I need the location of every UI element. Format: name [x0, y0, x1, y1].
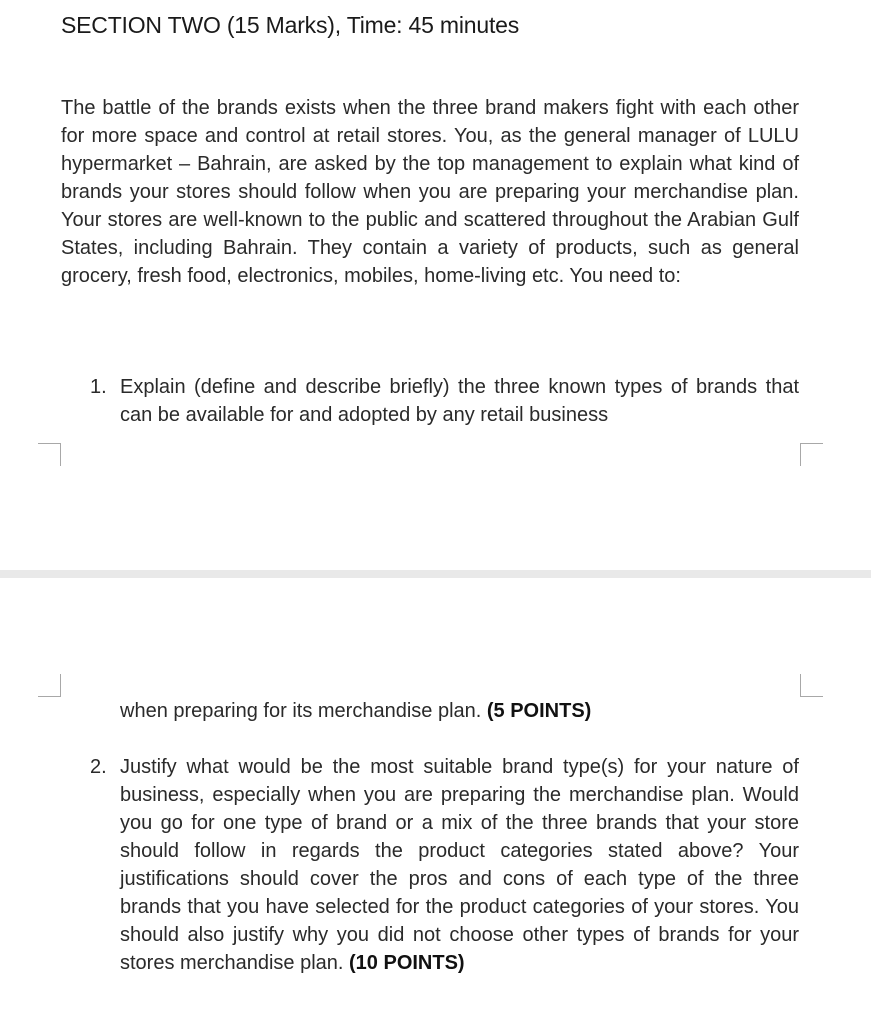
question-2-number: 2.	[90, 756, 107, 778]
question-1-points: (5 POINTS)	[486, 700, 592, 722]
page-corner-mark-top-right	[800, 674, 823, 697]
question-1	[90, 373, 799, 429]
question-1-text-page1: Explain (define and describe briefly) the three known types of brands that can be available for and adopted by any retail business	[120, 376, 799, 426]
question-1-continuation	[120, 697, 799, 725]
question-2-points: (10 POINTS)	[349, 952, 465, 974]
intro-paragraph: The battle of the brands exists when the three brand makers fight with each other for more space and control at retail stores. You, as the general manager of LULU hypermarket – Bahrain, are asked by the top management to explain what kind of brands your stores should follow when you are preparing your merchandise plan. Your stores are well-known to the public and scattered throughout the Arabian Gulf States, including Bahrain. They contain a variety of products, such as general grocery, fresh food, electronics, mobiles, home-living etc. You need to:	[61, 97, 799, 287]
page-corner-mark-bottom-right	[800, 443, 823, 466]
page-corner-mark-bottom-left	[38, 443, 61, 466]
question-1-number: 1.	[90, 376, 107, 398]
question-2	[90, 753, 799, 977]
page-corner-mark-top-left	[38, 674, 61, 697]
question-1-text-page2: when preparing for its merchandise plan.	[120, 700, 482, 722]
question-2-text: Justify what would be the most suitable brand type(s) for your nature of business, especially when you are preparing the merchandise plan. Would you go for one type of brand or a mix of the three brands that your store should follow in regards the product categories stated above? Your justifications should cover the pros and cons of each type of the three brands that you have selected for the product categories of your stores. You should also justify why you did not choose other types of brands for your stores merchandise plan.	[120, 756, 799, 974]
section-heading: SECTION TWO (15 Marks), Time: 45 minutes	[61, 12, 520, 38]
page-break-separator	[0, 570, 871, 578]
